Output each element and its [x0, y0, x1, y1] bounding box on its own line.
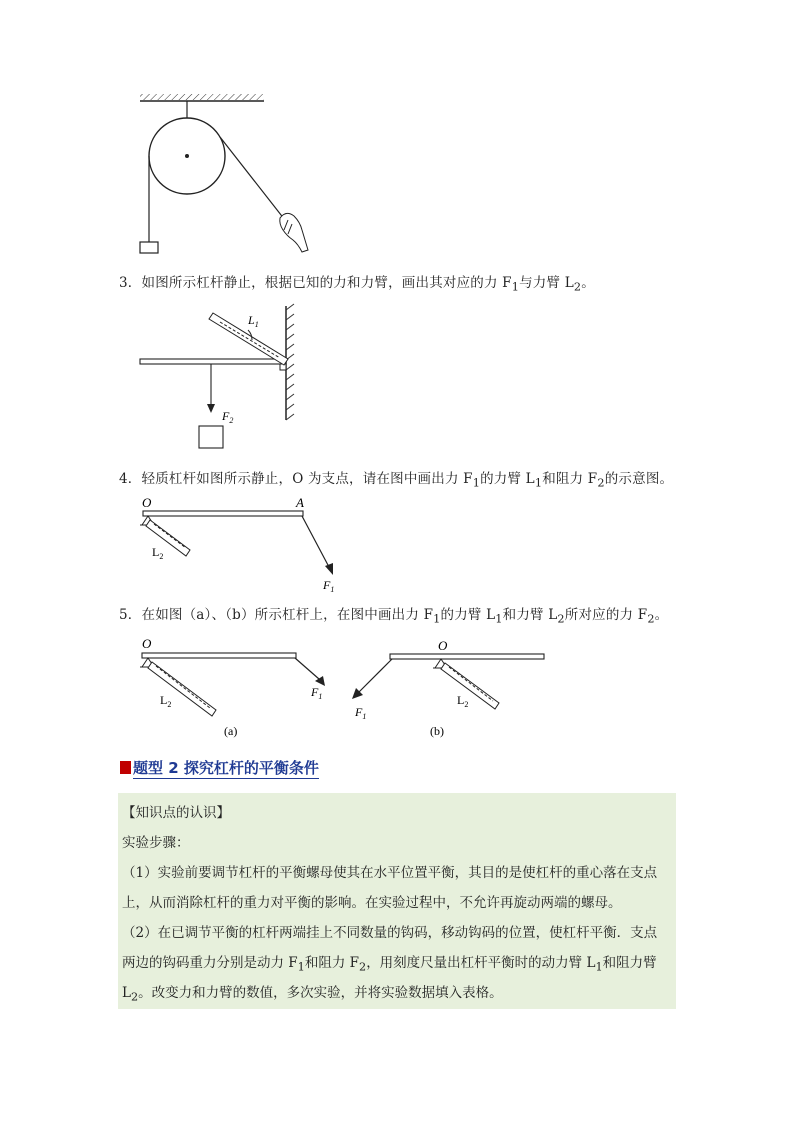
label-O-b: O [438, 638, 448, 653]
lever-a [142, 653, 296, 658]
label-F1-b: $F_1$ [355, 705, 367, 721]
wall-hatch [286, 304, 294, 420]
hand-icon [280, 213, 308, 252]
arrow-F1 [325, 563, 333, 575]
q3-text-3: 。 [581, 275, 595, 291]
arrow-f2 [207, 404, 215, 413]
force-F1-b [358, 659, 392, 693]
arm-L2-a [148, 662, 216, 716]
lever-bar [143, 511, 303, 516]
label-L2-a: $L_2$ [160, 693, 172, 709]
rope-right [220, 137, 292, 229]
lever-b [390, 654, 544, 659]
label-L2: $L_2$ [152, 545, 164, 561]
step2-line3: $L_2$。改变力和力臂的数值，多次实验，并将实验数据填入表格。 [122, 985, 503, 1004]
label-O: O [142, 495, 152, 510]
q3-sub-1: 1 [511, 280, 520, 294]
label-F2: $F_2$ [222, 409, 234, 425]
force-F1 [302, 516, 329, 567]
pulley-figure [130, 92, 320, 262]
figure-4 [130, 492, 360, 592]
label-O-a: O [142, 636, 152, 651]
figure-3 [130, 300, 310, 455]
figure-5 [130, 632, 560, 742]
question-3 [119, 271, 595, 294]
label-A: A [296, 495, 304, 510]
weight-box [199, 426, 223, 448]
hanging-weight [140, 242, 158, 253]
force-F1-a [295, 658, 319, 679]
question-4: 4．轻质杠杆如图所示静止，O 为支点，请在图中画出力 $F_1$的力臂 $L_1$和阻力 $F_2$的示意图。 [119, 471, 674, 490]
label-L1: $L_1$ [248, 313, 259, 329]
arm-L2-b [441, 663, 499, 709]
label-F1: $F_1$ [323, 578, 335, 592]
pulley-axle [185, 154, 189, 158]
caption-b: (b) [430, 724, 444, 738]
step2-line1: （2）在已调节平衡的杠杆两端挂上不同数量的钩码，移动钩码的位置，使杠杆平衡．支点 [122, 925, 658, 941]
knowledge-box [118, 793, 676, 1009]
question-5: 5．在如图（a）、（b）所示杠杆上，在图中画出力 $F_1$的力臂 $L_1$和力臂 $L_2$所对应的力 $F_2$。 [119, 607, 669, 626]
label-L2-b: $L_2$ [457, 693, 469, 709]
q3-sub-2: 2 [573, 280, 582, 294]
section-marker-icon [120, 761, 131, 774]
label-F1-a: $F_1$ [311, 685, 323, 701]
ceiling-hatch [140, 94, 264, 100]
lever-bar [140, 359, 286, 364]
step1-line2: 上，从而消除杠杆的重力对平衡的影响。在实验过程中，不允许再旋动两端的螺母。 [122, 895, 622, 911]
q3-text-1: 3．如图所示杠杆静止，根据已知的力和力臂，画出其对应的力 F [119, 275, 512, 291]
step2-line2: 两边的钩码重力分别是动力 $F_1$和阻力 $F_2$，用刻度尺量出杠杆平衡时的动力臂 $L_1$和阻力臂 [122, 955, 657, 974]
caption-a: (a) [224, 724, 238, 738]
section-title-text: 题型 2 探究杠杆的平衡条件 [133, 759, 319, 777]
q3-text-2: 与力臂 L [519, 275, 574, 291]
knowledge-heading: 【知识点的认识】 [122, 805, 230, 821]
section-title [120, 757, 319, 778]
step1-line1: （1）实验前要调节杠杆的平衡螺母使其在水平位置平衡，其目的是使杠杆的重心落在支点 [122, 865, 658, 881]
steps-label: 实验步骤： [122, 835, 190, 851]
